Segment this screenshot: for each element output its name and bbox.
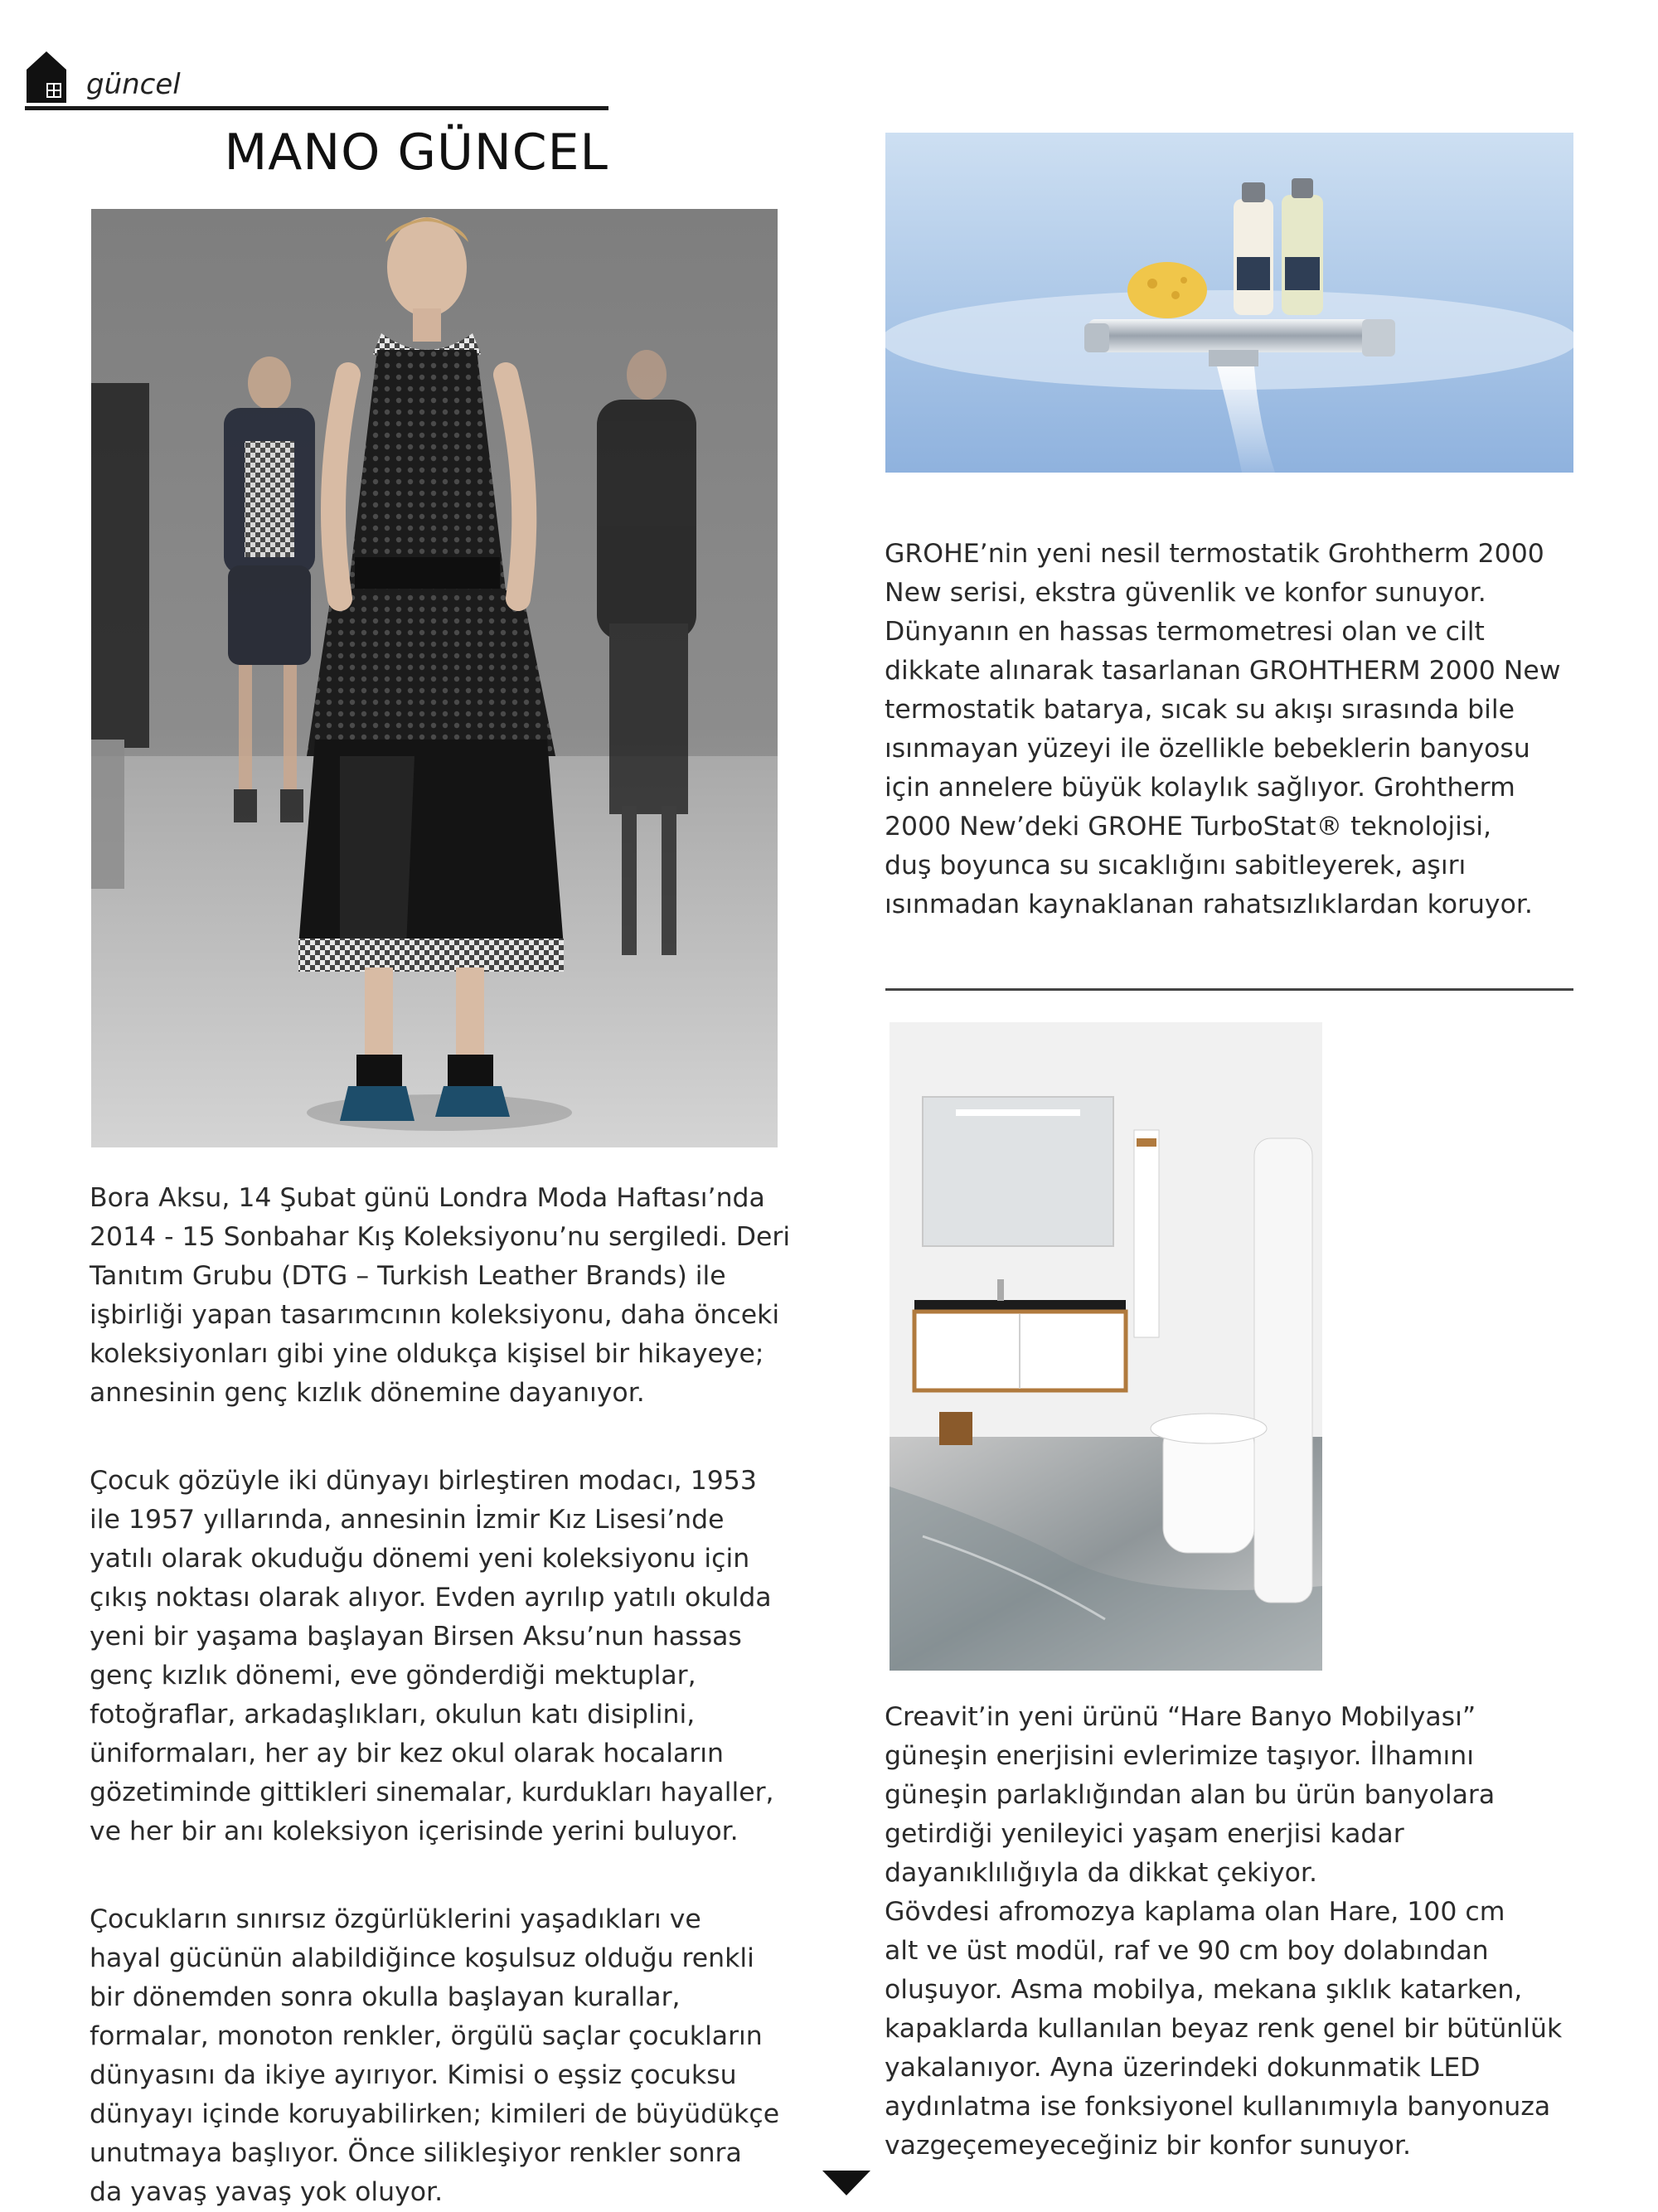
- section-label: güncel: [86, 68, 181, 101]
- bora-article-paragraph-1: Bora Aksu, 14 Şubat günü Londra Moda Haftası’nda 2014 - 15 Sonbahar Kış Koleksiyonu’nu sergiledi. Deri Tanıtım Grubu (DTG – Turkish Leather Brands) ile işbirliği yapan tasarımcının koleksiyonu, daha önceki koleksiyonları gibi yine oldukça kişisel bir hikayeye; annesinin genç kızlık dönemine dayanıyor.: [90, 1183, 791, 1408]
- creavit-article-text: Creavit’in yeni ürünü “Hare Banyo Mobilyası” güneşin enerjisini evlerimize taşıyor. İlhamını güneşin parlaklığından alan bu ürün banyolara getirdiği yenileyici yaşam enerjisi kadar dayanıklılığıyla da dikkat çekiyor. Gövdesi afromozya kaplama olan Hare, 100 cm alt ve üst modül, raf ve 90 cm boy dolabından oluşuyor. Asma mobilya, mekana şıklık katarken, kapaklarda kullanılan beyaz renk genel bir bütünlük yakalanıyor. Ayna üzerindeki dokunmatik LED aydınlatma ise fonksiyonel kullanımıyla banyonuza vazgeçemeyeceğiniz bir konfor sunuyor.: [885, 1702, 1563, 2161]
- page-title: MANO GÜNCEL: [224, 124, 608, 182]
- grohe-thermostat-photo: [885, 133, 1573, 473]
- creavit-bathroom-photo: [890, 1022, 1322, 1671]
- runway-fashion-photo: [91, 209, 778, 1147]
- grohe-article-text: GROHE’nin yeni nesil termostatik Grohtherm 2000 New serisi, ekstra güvenlik ve konfor sunuyor. Dünyanın en hassas termometresi olan ve cilt dikkate alınarak tasarlanan GROHTHERM 2000 New termostatik batarya, sıcak su akışı sırasında bile ısınmayan yüzeyi ile özellikle bebeklerin banyosu için annelere büyük kolaylık sağlıyor. Grohtherm 2000 New’deki GROHE TurboStat® teknolojisi, duş boyunca su sıcaklığını sabitleyerek, aşırı ısınmadan kaynaklanan rahatsızlıklardan koruyor.: [885, 539, 1561, 919]
- triangle-down-icon[interactable]: [822, 2171, 870, 2195]
- house-logo-icon: [25, 50, 68, 104]
- bora-article-paragraph-2: Çocuk gözüyle iki dünyayı birleştiren modacı, 1953 ile 1957 yıllarında, annesinin İzmir Kız Lisesi’nde yatılı olarak okuduğu dönemi yeni koleksiyonu için çıkış noktası olarak alıyor. Evden ayrılıp yatılı okulda yeni bir yaşama başlayan Birsen Aksu’nun hassas genç kızlık dönemi, eve gönderdiği mektuplar, fotoğraflar, arkadaşlıkları, okulun katı disiplini, üniformaları, her ay bir kez okul olarak hocaların gözetiminde gittikleri sinemalar, kurdukları hayaller, ve her bir anı koleksiyon içerisinde yerini buluyor.: [90, 1466, 774, 1846]
- header-rule: [25, 106, 608, 110]
- bora-article-paragraph-3: Çocukların sınırsız özgürlüklerini yaşadıkları ve hayal gücünün alabildiğince koşulsuz olduğu renkli bir dönemden sonra okulla başlayan kurallar, formalar, monoton renkler, örgülü saçlar çocukların dünyasını da ikiye ayırıyor. Kimisi o eşsiz çocuksu dünyayı içinde koruyabilirken; kimileri de büyüdükçe unutmaya başlıyor. Önce silikleşiyor renkler sonra da yavaş yavaş yok oluyor.: [90, 1904, 780, 2207]
- article-divider: [885, 988, 1573, 991]
